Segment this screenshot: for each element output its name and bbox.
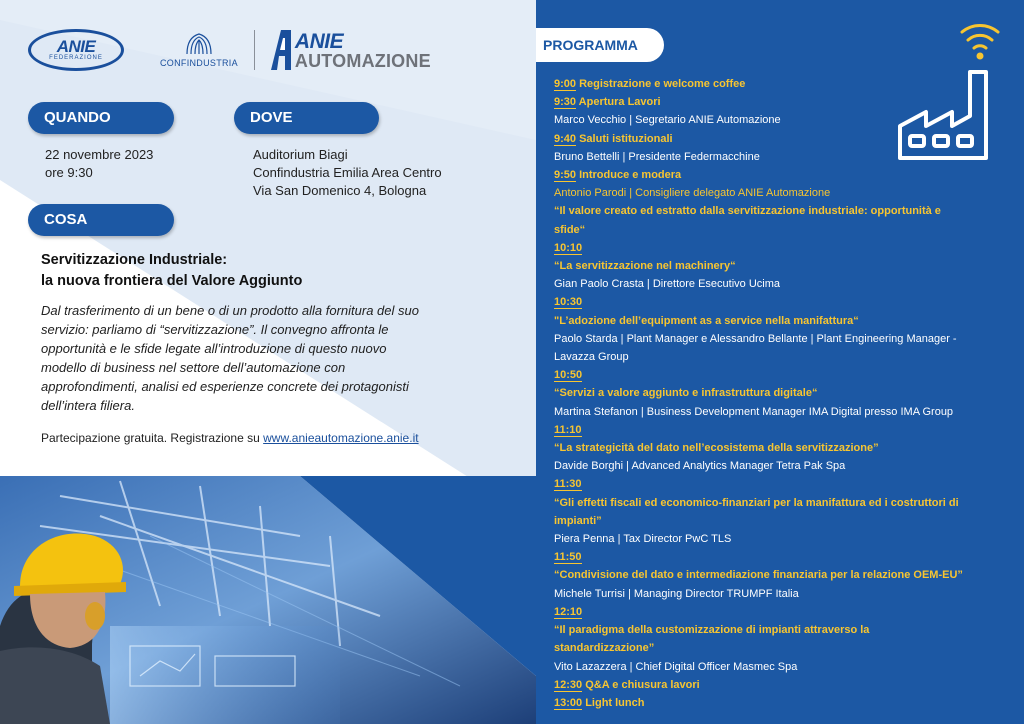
time-slot: 11:30 bbox=[554, 478, 582, 491]
venue-name: Auditorium Biagi bbox=[253, 147, 348, 162]
schedule-time-row bbox=[554, 603, 1014, 621]
talk-title: impianti” bbox=[554, 514, 602, 527]
speaker-line: Piera Penna | Tax Director PwC TLS bbox=[554, 533, 732, 546]
schedule-time-row bbox=[554, 676, 1014, 694]
speaker-line: Antonio Parodi | Consigliere delegato ANIE Automazione bbox=[554, 187, 831, 200]
anie-federazione-logo: ANIE FEDERAZIONE bbox=[28, 29, 124, 71]
quando-pill: QUANDO bbox=[28, 102, 174, 134]
schedule-time-row bbox=[554, 239, 1014, 257]
speaker-line: Gian Paolo Crasta | Direttore Esecutivo Ucima bbox=[554, 278, 780, 291]
dove-info bbox=[253, 146, 442, 200]
time-slot: 12:10 bbox=[554, 605, 583, 618]
schedule-list bbox=[554, 75, 1014, 712]
speaker-line: Davide Borghi | Advanced Analytics Manager Tetra Pak Spa bbox=[554, 460, 846, 473]
anie-automazione-logo: ANIE AUTOMAZIONE bbox=[271, 30, 431, 70]
programma-panel bbox=[536, 0, 1024, 724]
schedule-time-row bbox=[554, 475, 1014, 493]
event-time: ore 9:30 bbox=[45, 165, 93, 180]
event-title: Servitizzazione Industriale: la nuova frontiera del Valore Aggiunto bbox=[41, 252, 303, 289]
session-label: Registrazione e welcome coffee bbox=[576, 78, 746, 90]
time-slot: 12:30 bbox=[554, 678, 583, 691]
anie-automazione-mark-icon bbox=[271, 30, 291, 70]
speaker-line: Marco Vecchio | Segretario ANIE Automazione bbox=[554, 114, 781, 127]
event-description: Dal trasferimento di un bene o di un prodotto alla fornitura del suo servizio: parliamo di “servitizzazione”. Il convegno affronta le opportunità e le sfide legate all’introduzione di questo nuovo modello di business nel settore dell’automazione con approfondimenti, analisi ed esperienze concrete dei protagonisti dell’intera filiera. bbox=[41, 303, 419, 413]
talk-title: “La servitizzazione nel machinery“ bbox=[554, 260, 736, 273]
schedule-time-row bbox=[554, 130, 1014, 148]
talk-title: “Servizi a valore aggiunto e infrastruttura digitale“ bbox=[554, 387, 818, 400]
speaker-line: Michele Turrisi | Managing Director TRUMPF Italia bbox=[554, 587, 799, 600]
time-slot: 10:30 bbox=[554, 296, 583, 309]
talk-title: “Il valore creato ed estratto dalla servitizzazione industriale: opportunità e bbox=[554, 205, 941, 218]
schedule-time-row bbox=[554, 694, 1014, 712]
talk-title: “Gli effetti fiscali ed economico-finanziari per la manifattura ed i costruttori di bbox=[554, 496, 959, 509]
time-slot: 10:50 bbox=[554, 369, 583, 382]
time-slot: 9:00 bbox=[554, 78, 577, 90]
schedule-time-row bbox=[554, 93, 1014, 111]
schedule-time-row bbox=[554, 548, 1014, 566]
logo-divider bbox=[254, 30, 255, 70]
programma-pill: PROGRAMMA bbox=[536, 28, 664, 62]
venue-address: Via San Domenico 4, Bologna bbox=[253, 183, 427, 198]
talk-title: “La strategicità del dato nell’ecosistema della servitizzazione” bbox=[554, 442, 879, 455]
talk-title: standardizzazione” bbox=[554, 642, 655, 655]
time-slot: 9:50 bbox=[554, 169, 577, 182]
dove-pill: DOVE bbox=[234, 102, 379, 134]
wifi-signal-icon bbox=[962, 25, 998, 48]
session-label: Saluti istituzionali bbox=[576, 132, 673, 145]
confindustria-emblem-icon bbox=[184, 32, 214, 56]
schedule-time-row bbox=[554, 293, 1014, 311]
talk-title: "L’adozione dell’equipment as a service nella manifattura“ bbox=[554, 314, 859, 327]
schedule-time-row bbox=[554, 75, 1014, 93]
venue-org: Confindustria Emilia Area Centro bbox=[253, 165, 442, 180]
schedule-time-row bbox=[554, 421, 1014, 439]
speaker-line: Lavazza Group bbox=[554, 351, 629, 364]
time-slot: 9:40 bbox=[554, 132, 577, 145]
talk-title: “Il paradigma della customizzazione di impianti attraverso la bbox=[554, 624, 870, 637]
time-slot: 11:50 bbox=[554, 551, 582, 564]
event-date: 22 novembre 2023 bbox=[45, 147, 154, 162]
talk-title: “Condivisione del dato e intermediazione finanziaria per la relazione OEM-EU” bbox=[554, 569, 963, 582]
logo-bar bbox=[28, 24, 431, 76]
session-label: Introduce e modera bbox=[576, 169, 682, 182]
speaker-line: Vito Lazazzera | Chief Digital Officer Masmec Spa bbox=[554, 660, 798, 673]
speaker-line: Martina Stefanon | Business Development Manager IMA Digital presso IMA Group bbox=[554, 405, 954, 418]
time-slot: 10:10 bbox=[554, 241, 583, 254]
talk-title: sfide“ bbox=[554, 223, 586, 236]
participation-note: Partecipazione gratuita. Registrazione su www.anieautomazione.anie.it bbox=[41, 431, 419, 445]
speaker-line: Bruno Bettelli | Presidente Federmacchine bbox=[554, 150, 760, 163]
session-label: Apertura Lavori bbox=[576, 96, 661, 109]
schedule-time-row bbox=[554, 366, 1014, 384]
time-slot: 11:10 bbox=[554, 423, 582, 436]
registration-link[interactable]: www.anieautomazione.anie.it bbox=[263, 431, 419, 445]
schedule-time-row bbox=[554, 166, 1014, 184]
cosa-pill: COSA bbox=[28, 204, 174, 236]
time-slot: 13:00 bbox=[554, 696, 583, 709]
time-slot: 9:30 bbox=[554, 96, 577, 109]
confindustria-logo: CONFINDUSTRIA bbox=[160, 32, 238, 68]
speaker-line: Paolo Starda | Plant Manager e Alessandro Bellante | Plant Engineering Manager - bbox=[554, 332, 957, 345]
helmet-worker-photo bbox=[0, 476, 536, 724]
session-label: Q&A e chiusura lavori bbox=[582, 678, 700, 691]
session-label: Light lunch bbox=[582, 696, 645, 709]
quando-info bbox=[45, 146, 153, 182]
